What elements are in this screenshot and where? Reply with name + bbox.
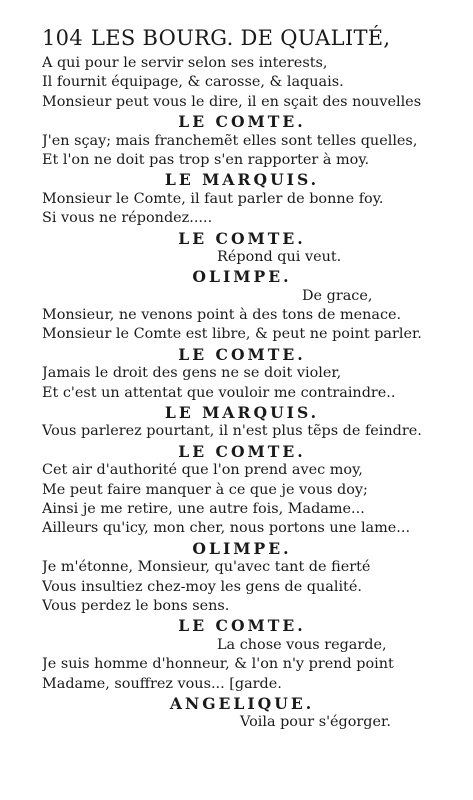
- verse-line: La chose vous regarde,: [217, 636, 387, 653]
- speaker-name: LE MARQUIS.: [164, 170, 320, 190]
- speaker-name: LE COMTE.: [178, 344, 306, 364]
- verse-line: Répond qui veut.: [217, 248, 342, 265]
- verse-line: Voila pour s'égorger.: [240, 714, 391, 731]
- verse-line: J'en sçay; mais franchemẽt elles sont telles quelles,: [42, 132, 418, 149]
- verse-line: Si vous ne répondez.....: [42, 210, 213, 227]
- speaker-name: LE COMTE.: [178, 228, 306, 248]
- verse-line: Et c'est un attentat que vouloir me contraindre..: [42, 384, 396, 401]
- running-title: LES BOURG. DE QUALITÉ,: [90, 26, 391, 50]
- verse-line: Cet air d'authorité que l'on prend avec moy,: [42, 462, 363, 479]
- verse-line: Monsieur peut vous le dire, il en sçait des nouvelles: [42, 93, 422, 110]
- page-header: [42, 26, 442, 52]
- speaker-name: OLIMPE.: [192, 538, 292, 558]
- verse-line: Vous insultiez chez-moy les gens de qualité.: [42, 578, 362, 595]
- speaker-name: LE COMTE.: [178, 441, 306, 461]
- speaker-name: OLIMPE.: [192, 267, 292, 287]
- verse-line: Et l'on ne doit pas trop s'en rapporter à moy.: [42, 151, 370, 168]
- verse-line: Il fournit équipage, & carosse, & laquais.: [42, 74, 344, 91]
- verse-line: De grace,: [302, 287, 373, 304]
- verse-line: Madame, souffrez vous... [garde.: [42, 675, 282, 692]
- verse-line: Ailleurs qu'icy, mon cher, nous portons une lame...: [42, 520, 411, 537]
- speaker-name: LE COMTE.: [178, 112, 306, 132]
- page-body: [42, 54, 442, 733]
- verse-line: Monsieur le Comte est libre, & peut ne point parler.: [42, 326, 422, 343]
- verse-line: Vous perdez le bons sens.: [42, 597, 230, 614]
- speaker-name: ANGELIQUE.: [169, 693, 315, 713]
- verse-line: Vous parlerez pourtant, il n'est plus tẽps de feindre.: [42, 423, 422, 440]
- verse-line: Monsieur le Comte, il faut parler de bonne foy.: [42, 190, 384, 207]
- verse-line: Je suis homme d'honneur, & l'on n'y prend point: [42, 656, 394, 673]
- verse-line: Jamais le droit des gens ne se doit violer,: [42, 365, 342, 382]
- verse-line: Ainsi je me retire, une autre fois, Madame...: [42, 500, 365, 517]
- verse-line: Je m'étonne, Monsieur, qu'avec tant de fierté: [42, 559, 371, 576]
- speaker-name: LE COMTE.: [178, 616, 306, 636]
- verse-line: Me peut faire manquer à ce que je vous doy;: [42, 481, 368, 498]
- page-number: 104: [42, 26, 83, 50]
- speaker-name: LE MARQUIS.: [164, 403, 320, 423]
- verse-line: A qui pour le servir selon ses interests,: [42, 55, 328, 71]
- verse-line: Monsieur, ne venons point à des tons de menace.: [42, 307, 402, 324]
